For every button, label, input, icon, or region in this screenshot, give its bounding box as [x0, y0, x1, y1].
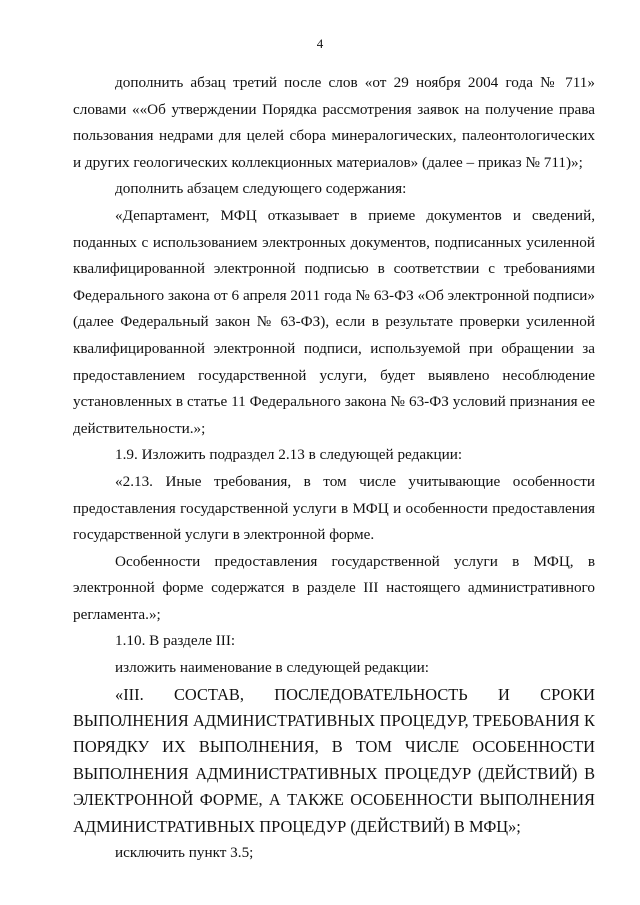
paragraph-section-iii-title: «III. СОСТАВ, ПОСЛЕДОВАТЕЛЬНОСТЬ И СРОКИ ВЫПОЛНЕНИЯ АДМИНИСТРАТИВНЫХ ПРОЦЕДУР, ТРЕБОВАНИЯ К ПОРЯДКУ ИХ ВЫПОЛНЕНИЯ, В ТОМ ЧИСЛЕ ОСОБЕННОСТИ ВЫПОЛНЕНИЯ АДМИНИСТРАТИВНЫХ ПРОЦЕДУР (ДЕЙСТВИЙ) В ЭЛЕКТРОННОЙ ФОРМЕ, А ТАКЖЕ ОСОБЕННОСТИ ВЫПОЛНЕНИЯ АДМИНИСТРАТИВНЫХ ПРОЦЕДУР (ДЕЙСТВИЙ) В МФЦ»; — [73, 684, 595, 836]
page-number: 4 — [316, 36, 324, 51]
paragraph-item-1-10: 1.10. В разделе III: — [115, 632, 236, 650]
paragraph-section-2-13: «2.13. Иные требования, в том числе учитывающие особенности предоставления государственной услуги в МФЦ и особенности предоставления государственной услуги в электронной форме. — [73, 472, 595, 544]
paragraph-exclude-3-5: исключить пункт 3.5; — [115, 844, 254, 862]
document-body — [73, 70, 595, 867]
paragraph-department-refusal: «Департамент, МФЦ отказывает в приеме документов и сведений, поданных с использованием электронных документов, подписанных усиленной квалифицированной электронной подписью в соответствии с требованиями Федерального закона от 6 апреля 2011 года № 63-ФЗ «Об электронной подписи» (далее Федеральный закон № 63-ФЗ), если в результате проверки усиленной квалифицированной электронной подписи, используемой при обращении за предоставлением государственной услуги, будет выявлено несоблюдение установленных в статье 11 Федерального закона № 63-ФЗ условий признания ее действительности.»; — [73, 206, 595, 437]
paragraph-item-1-9: 1.9. Изложить подраздел 2.13 в следующей редакции: — [115, 446, 463, 464]
paragraph-rename-intro: изложить наименование в следующей редакции: — [115, 659, 429, 677]
paragraph-amend-third-para: дополнить абзац третий после слов «от 29 ноября 2004 года № 711» словами ««Об утверждении Порядка рассмотрения заявок на получение права пользования недрами для целей сбора минералогических, палеонтологических и других геологических коллекционных материалов» (далее – приказ № 711)»; — [73, 74, 595, 171]
paragraph-mfc-features: Особенности предоставления государственной услуги в МФЦ, в электронной форме содержатся в разделе III настоящего административного регламента.»; — [73, 552, 595, 623]
paragraph-add-para-intro: дополнить абзацем следующего содержания: — [115, 180, 407, 198]
